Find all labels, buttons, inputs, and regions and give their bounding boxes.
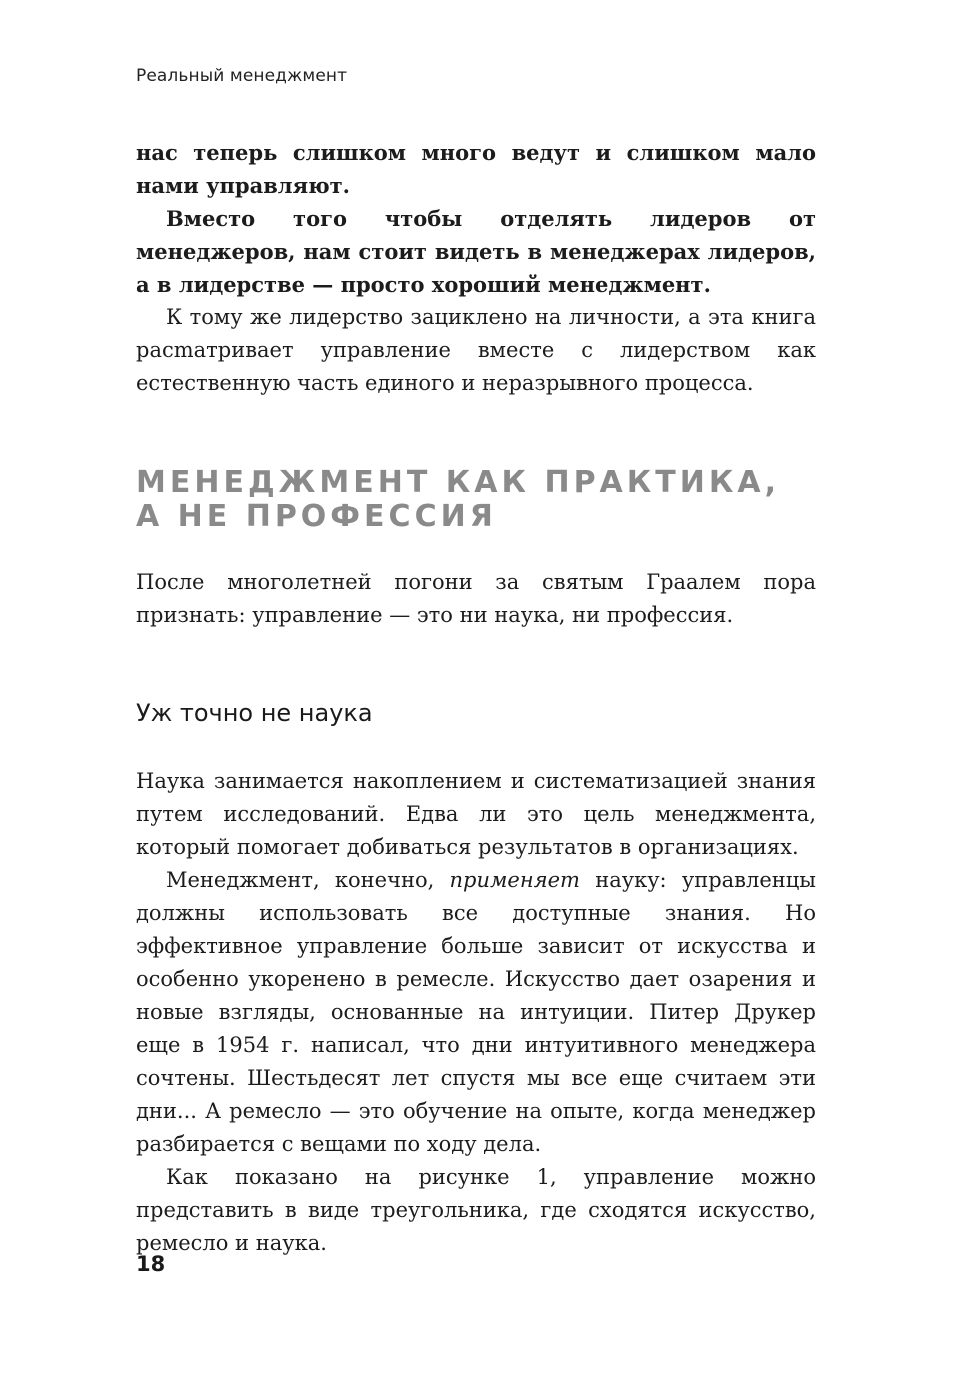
body-paragraph: Как показано на рисунке 1, управление можно представить в виде треугольника, где сходятся искусство, ремесло и наука. xyxy=(136,1165,816,1255)
subsection-heading: Уж точно не наука xyxy=(136,699,373,727)
body-paragraph: К тому же лидерство зациклено на личности, а эта книга расmатривает управление вместе с лидерством как естественную часть единого и неразрывного процесса. xyxy=(136,305,816,395)
section-heading-line: А НЕ ПРОФЕССИЯ xyxy=(136,499,497,534)
body-paragraph: После многолетней погони за святым Граалем пора признать: управление — это ни наука, ни профессия. xyxy=(136,570,816,627)
body-paragraph: Наука занимается накоплением и систематизацией знания путем исследований. Едва ли это цель менеджмента, который помогает добиваться результатов в организациях. xyxy=(136,769,816,859)
section-heading-line: МЕНЕДЖМЕНТ КАК ПРАКТИКА, xyxy=(136,465,780,500)
page-number: 18 xyxy=(136,1252,166,1276)
section-heading xyxy=(136,466,836,534)
italic-emphasis: применяет xyxy=(449,868,580,892)
running-header: Реальный менеджмент xyxy=(136,66,348,86)
body-paragraph xyxy=(136,864,816,1161)
paragraph-text: Менеджмент, конечно, xyxy=(166,868,450,892)
bold-paragraph: Вместо того чтобы отделять лидеров от менеджеров, нам стоит видеть в менеджерах лидеров, а в лидерстве — просто хороший менеджмент. xyxy=(136,206,816,297)
bold-paragraph: нас теперь слишком много ведут и слишком мало нами управляют. xyxy=(136,140,816,198)
intro-text-block xyxy=(136,136,816,400)
subsection-text-block xyxy=(136,765,816,1260)
section-text-block xyxy=(136,566,816,632)
paragraph-text: науку: управленцы должны использовать все доступные знания. Но эффективное управление больше зависит от искусства и особенно укоренено в ремесле. Искусство дает озарения и новые взгляды, основанные на интуиции. Питер Друкер еще в 1954 г. написал, что дни интуитивного менеджера сочтены. Шестьдесят лет спустя мы все еще считаем эти дни... А ремесло — это обучение на опыте, когда менеджер разбирается с вещами по ходу дела. xyxy=(136,868,816,1156)
